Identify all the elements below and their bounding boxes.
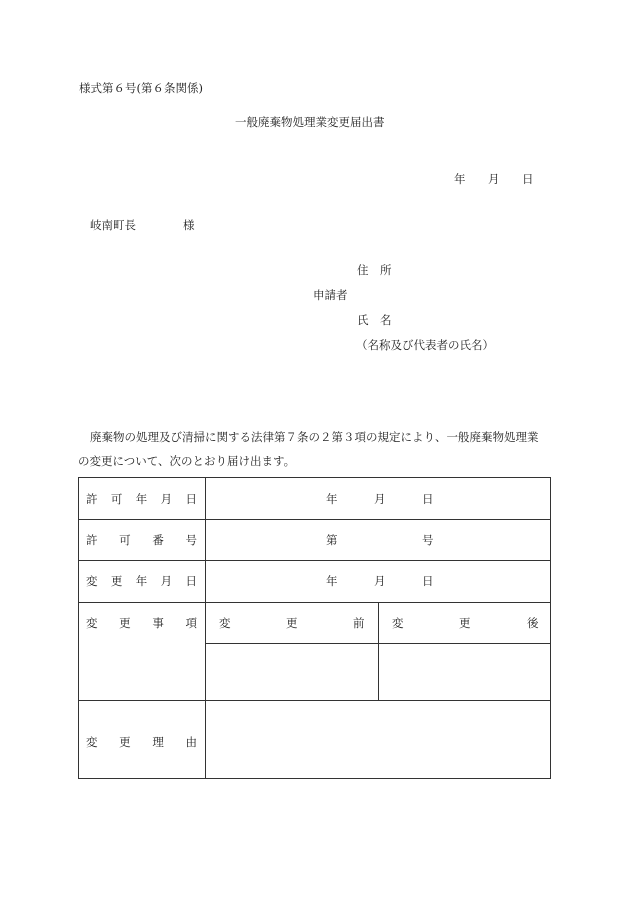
- addressee-honorific: 様: [183, 218, 195, 232]
- row-label-permit-number: 許 可 番 号: [86, 533, 197, 547]
- permit-day-label: 日: [422, 492, 434, 506]
- applicant-label: 申請者: [313, 288, 348, 302]
- after-change-field[interactable]: [379, 644, 550, 700]
- row-label-permit-date: 許 可 年 月 日: [86, 492, 197, 506]
- address-label: 住 所: [357, 263, 392, 277]
- change-day-label: 日: [422, 574, 434, 588]
- table-row-divider: [79, 519, 550, 520]
- row-label-change-date: 変 更 年 月 日: [86, 574, 197, 588]
- date-day-label: 日: [522, 172, 534, 186]
- body-text-line-1: 廃棄物の処理及び清掃に関する法律第７条の２第３項の規定により、一般廃棄物処理業: [90, 430, 539, 444]
- body-text-line-2: の変更について、次のとおり届け出ます。: [78, 454, 296, 468]
- change-notification-table: 許 可 年 月 日 年 月 日 許 可 番 号 第 号 変 更 年 月 日 年 月 日 変 更 事 項 変 更 前 変 更 後 変 更 理 由: [78, 477, 551, 779]
- addressee-name: 岐南町長: [90, 218, 136, 232]
- before-change-field[interactable]: [206, 644, 378, 700]
- document-title: 一般廃棄物処理業変更届出書: [235, 115, 385, 129]
- permit-month-label: 月: [374, 492, 386, 506]
- change-year-label: 年: [326, 574, 338, 588]
- date-year-label: 年: [454, 172, 466, 186]
- change-month-label: 月: [374, 574, 386, 588]
- permit-year-label: 年: [326, 492, 338, 506]
- permit-number-prefix: 第: [326, 533, 338, 547]
- name-note: （名称及び代表者の氏名）: [356, 338, 494, 352]
- row-label-change-reason: 変 更 理 由: [86, 735, 197, 749]
- table-row-divider: [79, 560, 550, 561]
- date-month-label: 月: [488, 172, 500, 186]
- permit-number-suffix: 号: [422, 533, 434, 547]
- form-number: 様式第６号(第６条関係): [79, 81, 203, 95]
- name-label: 氏 名: [357, 313, 392, 327]
- row-label-change-items: 変 更 事 項: [86, 616, 197, 630]
- table-row-divider: [79, 602, 550, 603]
- change-reason-field[interactable]: [206, 701, 550, 778]
